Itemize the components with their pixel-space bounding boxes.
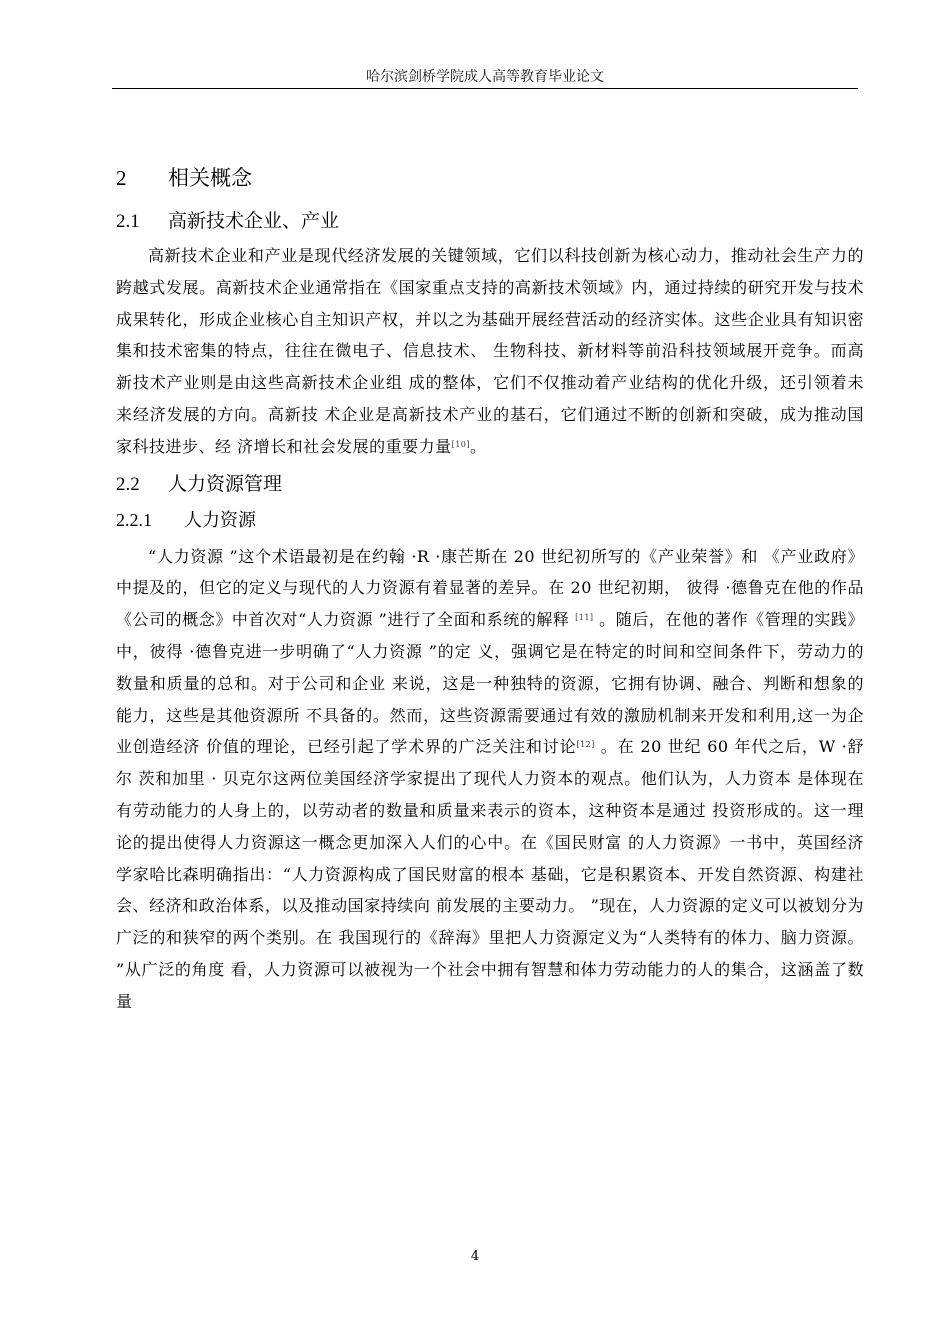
page-content — [116, 160, 864, 1022]
subsubsection-heading-2-2-1 — [116, 503, 864, 537]
citation-11: [11] — [575, 613, 594, 623]
paragraph-human-resources — [116, 541, 864, 1018]
running-header: 哈尔滨剑桥学院成人高等教育毕业论文 — [366, 69, 604, 85]
citation-10: [10] — [451, 439, 471, 449]
paragraph-part-3: 。在 20 世纪 60 年代之后，W ·舒尔 茨和加里 · 贝克尔这两位美国经济学家提出了现代人力资本的观点。他们认为，人力资本 是体现在有劳动能力的人身上的，以劳动者的数量和质量来表示的资本，这种资本是通过 投资形成的。这一理论的提出使得人力资源这一概念更加深入人们的心中。在《国民财富 的人力资源》一书中，英国经济学家哈比森明确指出：“人力资源构成了国民财富的根本 基础，它是积累资本、开发自然资源、构建社会、经济和政治体系，以及推动国家持续向 前发展的主要动力。 ”现在，人力资源的定义可以被划分为广泛的和狭窄的两个类别。在 我国现行的《辞海》里把人力资源定义为“人类特有的体力、脑力资源。 ”从广泛的角度 看，人力资源可以被视为一个社会中拥有智慧和体力劳动能力的人的集合，这涵盖了数量 — [116, 737, 864, 1011]
citation-12: [12] — [576, 740, 595, 750]
section-heading — [116, 160, 864, 196]
subsection-heading-2-1 — [116, 204, 864, 238]
paragraph-part-1: “人力资源 ”这个术语最初是在约翰 ·R ·康芒斯在 20 世纪初所写的《产业荣誉》和 《产业政府》中提及的，但它的定义与现代的人力资源有着显著的差异。在 20 世纪初期， 彼得 ·德鲁克在他的作品《公司的概念》中首次对“人力资源 ”进行了全面和系统的解释 — [116, 546, 864, 630]
subsection-number: 2.2 — [116, 473, 140, 495]
paragraph-high-tech — [116, 240, 864, 463]
paragraph-tail: 。 — [470, 436, 487, 456]
subsection-heading-2-2 — [116, 467, 864, 501]
paragraph-part-2: 。随后，在他的著作《管理的实践》中，彼得 ·德鲁克进一步明确了“人力资源 ”的定 义，强调它是在特定的时间和空间条件下，劳动力的数量和质量的总和。对于公司和企业 来说，这是一种独特的资源，它拥有协调、融合、判断和想象的能力，这些是其他资源所 不具备的。然而，这些资源需要通过有效的激励机制来开发和利用,这一为企业创造经济 价值的理论，已经引起了学术界的广泛关注和讨论 — [116, 610, 864, 757]
paragraph-text: 高新技术企业和产业是现代经济发展的关键领域，它们以科技创新为核心动力，推动社会生产力的跨越式发展。高新技术企业通常指在《国家重点支持的高新技术领域》内，通过持续的研究开发与技术成果转化，形成企业核心自主知识产权，并以之为基础开展经营活动的经济实体。这些企业具有知识密集和技术密集的特点，往往在微电子、信息技术、 生物科技、新材料等前沿科技领域展开竞争。而高新技术产业则是由这些高新技术企业组 成的整体，它们不仅推动着产业结构的优化升级，还引领着未来经济发展的方向。高新技 术企业是高新技术产业的基石，它们通过不断的创新和突破，成为推动国家科技进步、经 济增长和社会发展的重要力量 — [116, 246, 864, 456]
subsection-number: 2.1 — [116, 211, 140, 232]
header-rule — [112, 88, 858, 89]
subsection-title: 人力资源管理 — [168, 472, 283, 495]
section-title: 相关概念 — [168, 166, 252, 190]
subsubsection-number: 2.2.1 — [116, 509, 152, 530]
page-number: 4 — [470, 1249, 480, 1264]
subsubsection-title: 人力资源 — [184, 509, 256, 531]
section-number: 2 — [116, 166, 127, 190]
subsection-title: 高新技术企业、产业 — [168, 210, 340, 232]
